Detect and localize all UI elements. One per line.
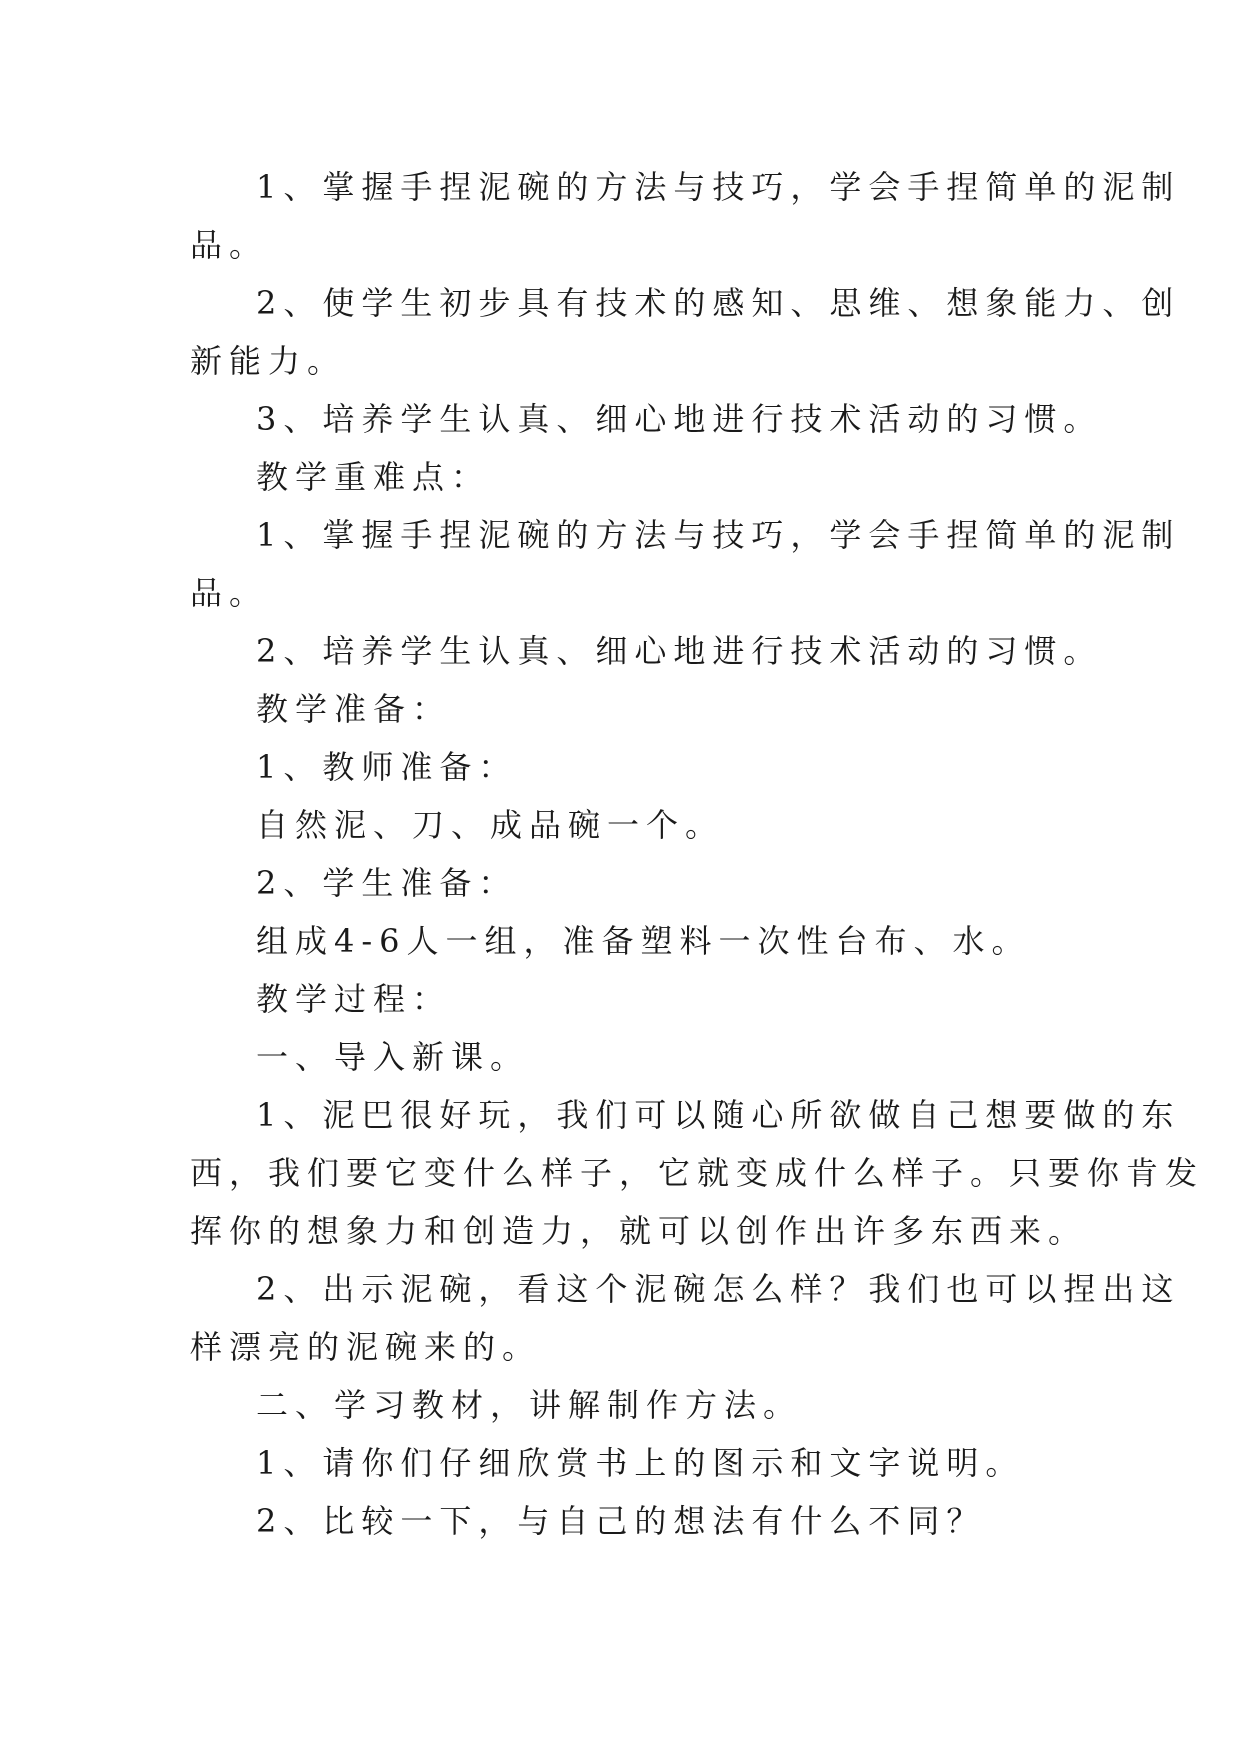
- paragraph-line: 挥你的想象力和创造力，就可以创作出许多东西来。: [190, 1212, 1088, 1250]
- paragraph-line: 新能力。: [190, 342, 347, 380]
- paragraph-line: 组成4-6人一组，准备塑料一次性台布、水。: [256, 922, 1031, 960]
- section-heading: 教学准备：: [256, 690, 452, 728]
- section-heading: 教学重难点：: [256, 458, 491, 496]
- paragraph-line: 样漂亮的泥碗来的。: [190, 1328, 542, 1366]
- paragraph-line: 2、学生准备：: [256, 864, 518, 902]
- paragraph-line: 品。: [190, 574, 269, 612]
- paragraph-line: 2、培养学生认真、细心地进行技术活动的习惯。: [256, 632, 1103, 670]
- document-body: [190, 158, 1205, 1550]
- paragraph-line: 2、使学生初步具有技术的感知、思维、想象能力、创: [256, 284, 1181, 322]
- section-heading: 教学过程：: [256, 980, 452, 1018]
- paragraph-line: 3、培养学生认真、细心地进行技术活动的习惯。: [256, 400, 1103, 438]
- paragraph-line: 2、比较一下，与自己的想法有什么不同？: [256, 1502, 986, 1540]
- paragraph-line: 一、导入新课。: [256, 1038, 530, 1076]
- paragraph-line: 2、出示泥碗，看这个泥碗怎么样？我们也可以捏出这: [256, 1270, 1181, 1308]
- paragraph-line: 1、泥巴很好玩，我们可以随心所欲做自己想要做的东: [256, 1096, 1181, 1134]
- paragraph-line: 1、教师准备：: [256, 748, 518, 786]
- paragraph-line: 1、掌握手捏泥碗的方法与技巧，学会手捏简单的泥制: [256, 168, 1181, 206]
- paragraph-line: 西，我们要它变什么样子，它就变成什么样子。只要你肯发: [190, 1154, 1205, 1192]
- paragraph-line: 1、掌握手捏泥碗的方法与技巧，学会手捏简单的泥制: [256, 516, 1181, 554]
- paragraph-line: 1、请你们仔细欣赏书上的图示和文字说明。: [256, 1444, 1025, 1482]
- paragraph-line: 品。: [190, 226, 269, 264]
- paragraph-line: 自然泥、刀、成品碗一个。: [256, 806, 725, 844]
- paragraph-line: 二、学习教材，讲解制作方法。: [256, 1386, 803, 1424]
